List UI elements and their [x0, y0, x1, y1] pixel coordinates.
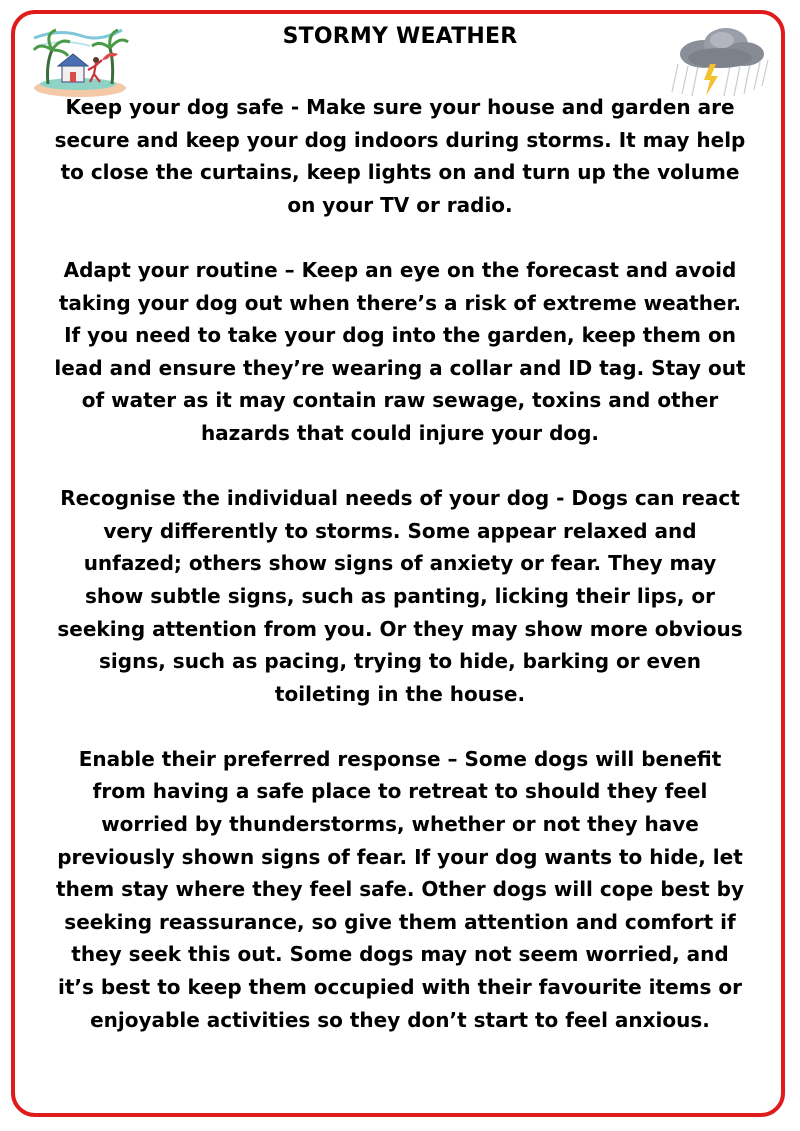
paragraph-preferred-response: Enable their preferred response – Some dogs will benefit from having a safe place to retreat to should they feel worried by thunderstorms, whether or not they have previously shown signs of fear. If your dog wants to hide, let them stay where they feel safe. Other dogs will cope best by seeking reassurance, so give them attention and comfort if they seek this out. Some dogs may not seem worried, and it’s best to keep them occupied with their favourite items or enjoyable activities so they don’t start to feel anxious.: [56, 746, 744, 1032]
paragraph-individual-needs: Recognise the individual needs of your dog - Dogs can react very differently to storms. Some appear relaxed and unfazed; others show signs of anxiety or fear. They may show subtle signs, such as panting, licking their lips, or seeking attention from you. Or they may show more obvious signs, such as pacing, trying to hide, barking or even toileting in the house.: [57, 486, 743, 706]
page-title: STORMY WEATHER: [282, 24, 518, 49]
document-body: [52, 91, 748, 1036]
paragraph-adapt-routine: Adapt your routine – Keep an eye on the forecast and avoid taking your dog out when there’s a risk of extreme weather. If you need to take your dog into the garden, keep them on lead and ensure they’re wearing a collar and ID tag. Stay out of water as it may contain raw sewage, toxins and other hazards that could injure your dog.: [54, 257, 746, 445]
paragraph-keep-safe: Keep your dog safe - Make sure your house and garden are secure and keep your dog indoors during storms. It may help to close the curtains, keep lights on and turn up the volume on your TV or radio.: [54, 95, 746, 217]
storm-cloud-icon: [664, 20, 772, 100]
